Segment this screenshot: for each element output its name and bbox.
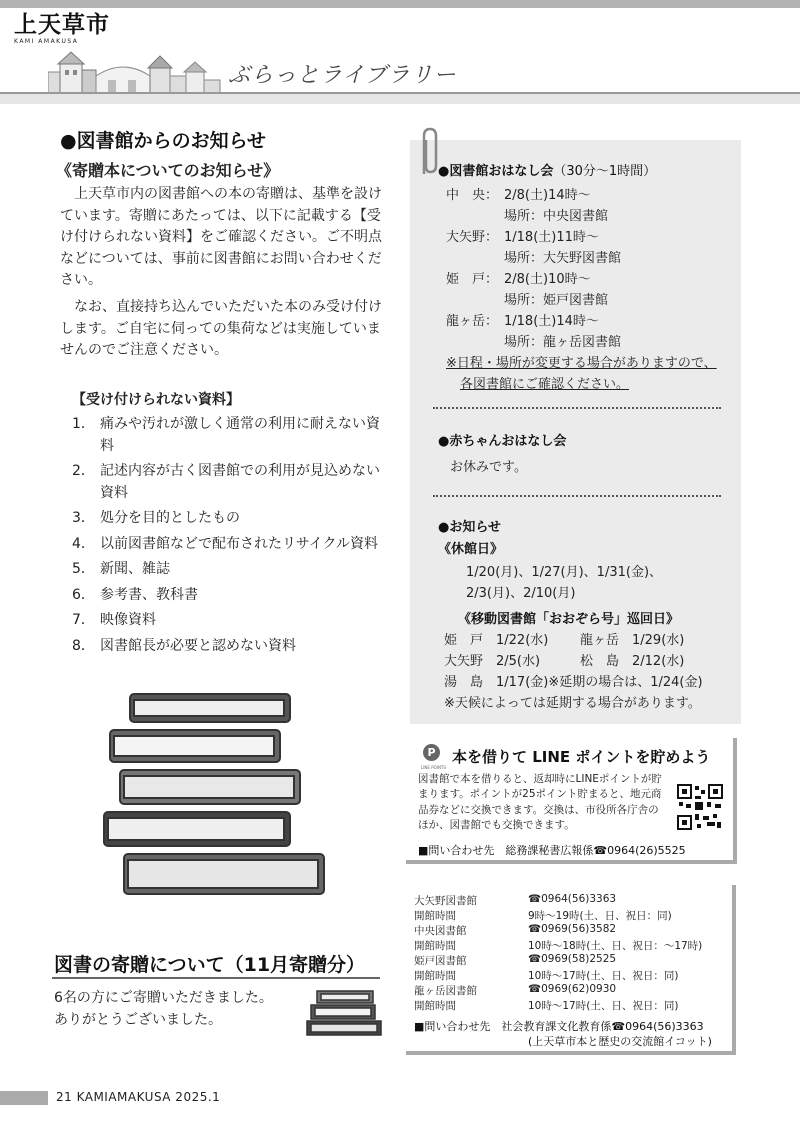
storytime-place: 場所：龍ヶ岳図書館: [504, 335, 622, 350]
closed-days-heading: 《休館日》: [438, 542, 504, 557]
donation-report-heading: 図書の寄贈について（11月寄贈分）: [54, 954, 366, 976]
mobile-library-heading: 《移動図書館「おおぞら号」巡回日》: [458, 612, 680, 627]
donation-thanks-text: [54, 987, 273, 1031]
hours-value: 10時～18時(土、日、祝日：～17時): [528, 940, 703, 952]
corner-title: ぶらっとライブラリー: [228, 63, 457, 88]
list-item: 8． 図書館長が必要と認めない資料: [72, 637, 296, 654]
dotted-divider: [433, 407, 721, 409]
paperclip-icon: [418, 126, 440, 178]
education-inquiry-facility: (上天草市本と歴史の交流館イコット): [528, 1035, 712, 1048]
education-inquiry: ■問い合わせ先 社会教育課文化教育係☎0964(56)3363: [414, 1020, 704, 1033]
rejected-materials-list: [72, 414, 392, 661]
closed-days-line-2: 2/3(月)、2/10(月): [466, 586, 576, 601]
library-phone: ☎0969(58)2525: [528, 953, 617, 965]
mobile-library-stop: 姫 戸 1/22(水): [444, 633, 549, 648]
hours-label: 開館時間: [414, 910, 456, 922]
line-points-icon-caption: LINE POINTS: [421, 765, 446, 770]
donation-paragraph-2: なお、直接持ち込んでいただいた本のみ受け付けします。ご自宅に伺っての集荷などは実施していませんのでご注意ください。: [60, 299, 382, 358]
library-name: 大矢野図書館: [414, 895, 477, 907]
hours-value: 10時～17時(土、日、祝日：同): [528, 970, 679, 982]
top-bar: [0, 0, 800, 8]
storytime-place: 場所：大矢野図書館: [504, 251, 622, 266]
storytime-place: 場所：姫戸図書館: [504, 293, 609, 308]
dotted-divider: [433, 495, 721, 497]
line-points-icon: P: [423, 744, 440, 761]
library-name: 龍ヶ岳図書館: [414, 985, 477, 997]
storytime-heading: ●図書館おはなし会（30分～1時間）: [438, 164, 657, 179]
notice-heading: ●お知らせ: [438, 520, 501, 535]
hours-label: 開館時間: [414, 970, 456, 982]
list-item: 6． 参考書、教科書: [72, 586, 198, 603]
baby-storytime-heading: ●赤ちゃんおはなし会: [438, 434, 567, 449]
library-phone: ☎0969(56)3582: [528, 923, 617, 935]
library-phone: ☎0969(62)0930: [528, 983, 617, 995]
logo-main-text: 上天草市: [14, 11, 110, 38]
list-item: 3． 処分を目的としたもの: [72, 510, 240, 526]
storytime-entry: 中 央： 2/8(土)14時～: [446, 188, 591, 203]
mobile-library-stop: 龍ヶ岳 1/29(水): [580, 633, 685, 648]
townscape-illustration: [48, 50, 223, 94]
line-points-inquiry: ■問い合わせ先 総務課秘書広報係☎0964(26)5525: [418, 844, 686, 857]
line-points-description: 図書館で本を借りると、返却時にLINEポイントが貯まります。ポイントが25ポイント貯まると、地元商品券などに交換できます。交換は、市役所各庁舎のほか、図書館でも交換できます。: [418, 773, 662, 831]
donation-thanks-line-1: 6名の方にご寄贈いただきました。: [54, 990, 273, 1006]
closed-days-line-1: 1/20(月)、1/27(月)、1/31(金)、: [466, 565, 663, 580]
footer-bar: [0, 1091, 48, 1105]
mobile-library-stop: 湯 島 1/17(金)※延期の場合は、1/24(金): [444, 675, 703, 690]
donation-paragraph-1: 上天草市内の図書館への本の寄贈は、基準を設けています。寄贈にあたっては、以下に記載する【受け付けられない資料】をご確認ください。ご不明点などについては、事前に図書館にお問い合わせください。: [60, 186, 382, 288]
storytime-entry: 龍ヶ岳： 1/18(土)14時～: [446, 314, 599, 329]
donation-heading-underline: [52, 977, 380, 979]
page-footer: 21 KAMIAMAKUSA 2025.1: [56, 1090, 221, 1104]
book-stack-illustration: [100, 690, 330, 900]
library-name: 中央図書館: [414, 925, 467, 937]
storytime-entry: 大矢野： 1/18(土)11時～: [446, 230, 599, 245]
library-phone: ☎0964(56)3363: [528, 893, 617, 905]
logo-sub-text: KAMI AMAKUSA: [14, 38, 79, 45]
library-notice-heading: ●図書館からのお知らせ: [60, 130, 267, 152]
weather-note: ※天候によっては延期する場合があります。: [444, 696, 701, 711]
hours-value: 9時～19時(土、日、祝日：同): [528, 910, 672, 922]
list-item: 2． 記述内容が古く図書館での利用が見込めない資料: [72, 463, 380, 501]
donation-thanks-line-2: ありがとうございました。: [54, 1012, 222, 1028]
list-item: 4． 以前図書館などで配布されたリサイクル資料: [72, 535, 379, 552]
mobile-library-stop: 松 島 2/12(水): [580, 654, 685, 669]
rejected-materials-heading: 【受け付けられない資料】: [72, 392, 240, 408]
mobile-library-stop: 大矢野 2/5(水): [444, 654, 541, 669]
list-item: 5． 新聞、雑誌: [72, 561, 170, 577]
line-points-title: 本を借りて LINE ポイントを貯めよう: [452, 748, 711, 766]
city-logo: [14, 12, 114, 45]
storytime-duration: （30分～1時間）: [553, 164, 657, 179]
hours-label: 開館時間: [414, 1000, 456, 1012]
header-shadow: [0, 94, 800, 104]
library-name: 姫戸図書館: [414, 955, 467, 967]
baby-storytime-text: お休みです。: [450, 460, 527, 475]
hours-value: 10時～17時(土、日、祝日：同): [528, 1000, 679, 1012]
hours-label: 開館時間: [414, 940, 456, 952]
list-item: 7． 映像資料: [72, 612, 156, 628]
qr-code-icon[interactable]: [677, 784, 723, 830]
donation-notice-subheading: 《寄贈本についてのお知らせ》: [56, 161, 280, 180]
storytime-change-note-2: 各図書館にご確認ください。: [460, 377, 630, 392]
storytime-entry: 姫 戸： 2/8(土)10時～: [446, 272, 591, 287]
small-book-illustration: [305, 985, 385, 1040]
list-item: 1． 痛みや汚れが激しく通常の利用に耐えない資料: [72, 416, 380, 454]
storytime-place: 場所：中央図書館: [504, 209, 609, 224]
storytime-change-note: ※日程・場所が変更する場合がありますので、: [446, 356, 717, 371]
